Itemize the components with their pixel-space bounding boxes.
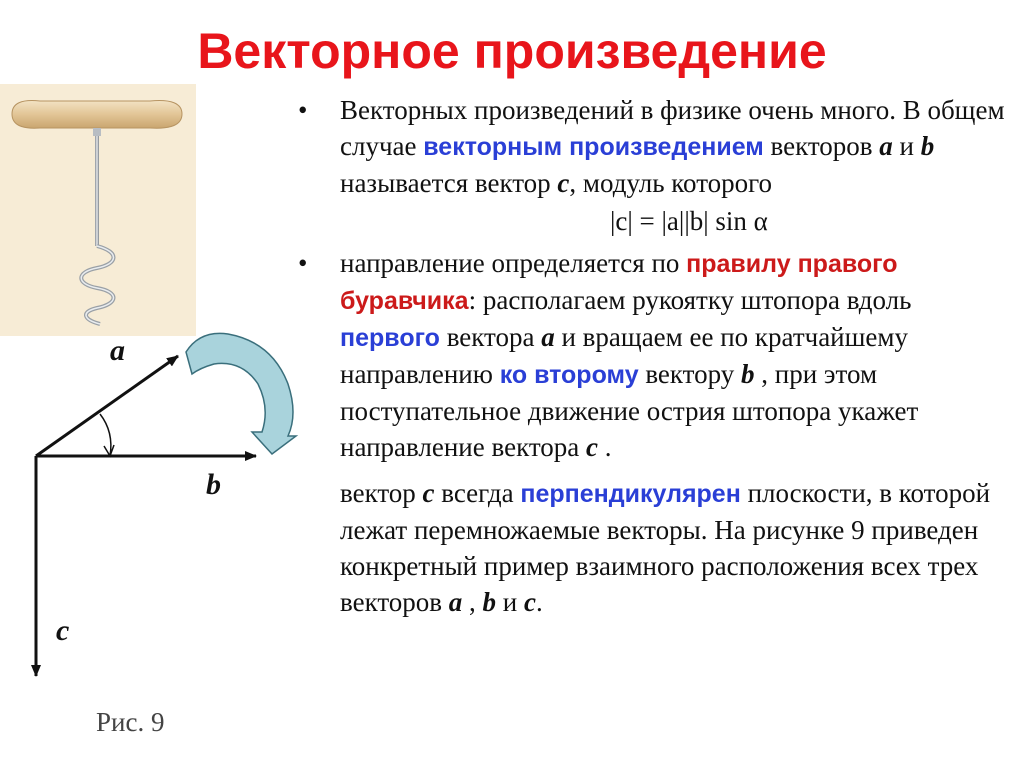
text: всегда xyxy=(434,478,521,508)
text: . xyxy=(535,587,543,617)
bullet-dot: • xyxy=(298,95,308,125)
text: , при этом поступательное движение острия штопора укажет направление вектора xyxy=(340,359,919,462)
text: Векторных произведений в физике очень много. В общем случае xyxy=(340,95,1005,161)
vector-c: c xyxy=(557,168,570,198)
highlight-first: первого xyxy=(340,324,440,352)
text: . xyxy=(598,432,612,462)
vector-a-arrow xyxy=(36,356,178,456)
label-c: c xyxy=(56,614,70,647)
vector-diagram xyxy=(0,326,300,731)
text: , xyxy=(462,587,483,617)
paragraph-3 xyxy=(298,475,1018,620)
text: вектора xyxy=(439,322,542,352)
highlight-term: векторным произведением xyxy=(423,133,764,161)
highlight-perpendicular: перпендикулярен xyxy=(520,480,741,508)
highlight-second: ко второму xyxy=(499,361,639,389)
vector-b: b xyxy=(741,359,755,389)
vector-c: c xyxy=(586,432,598,462)
vector-c: c xyxy=(523,587,536,617)
curved-rotation-arrow xyxy=(186,333,296,454)
text: и xyxy=(892,131,921,161)
text: : располагаем рукоятку штопора вдоль xyxy=(468,285,912,315)
slide-body xyxy=(298,92,1018,620)
label-a: a xyxy=(110,334,125,367)
formula: |c| = |a||b| sin α xyxy=(610,206,768,236)
text: , модуль которого xyxy=(569,168,773,198)
corkscrew-image xyxy=(0,84,196,336)
bullet-1 xyxy=(298,92,1018,201)
bullet-2 xyxy=(298,245,1018,465)
vector-a: a xyxy=(448,587,463,617)
figure-caption: Рис. 9 xyxy=(96,707,165,737)
bullet-dot: • xyxy=(298,248,308,278)
label-b: b xyxy=(206,468,221,501)
text: вектор xyxy=(340,478,423,508)
text: направление определяется по xyxy=(340,248,687,278)
text: и xyxy=(496,587,524,617)
slide-title: Векторное произведение xyxy=(197,23,827,79)
text: и вращаем ее по кратчайшему направлению xyxy=(340,322,908,389)
vector-a: a xyxy=(541,322,555,352)
text: вектору xyxy=(638,359,742,389)
vector-b: b xyxy=(482,587,497,617)
text: векторов xyxy=(763,131,880,161)
text: плоскости, в которой лежат перемножаемые векторы. На рисунке 9 приведен конкретный пример взаимного расположения всех трех векторов xyxy=(340,478,991,617)
vector-b: b xyxy=(920,131,935,161)
highlight-rule: правилу правого буравчика xyxy=(340,250,898,315)
text: называется вектор xyxy=(340,168,558,198)
vector-a: a xyxy=(879,131,893,161)
vector-c: c xyxy=(422,478,435,508)
